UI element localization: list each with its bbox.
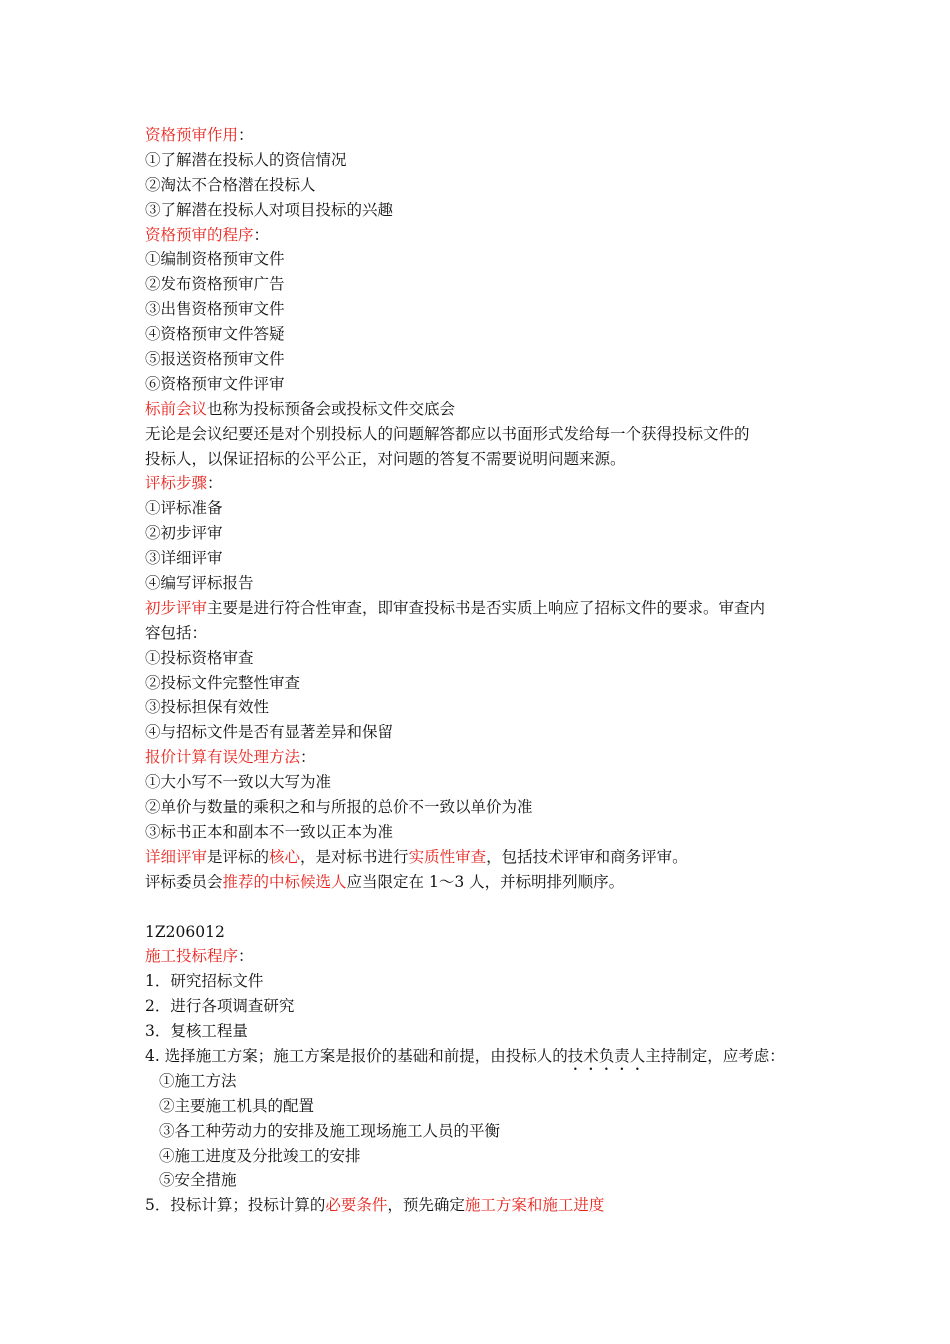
section-heading: 资格预审作用： xyxy=(145,126,254,144)
list-item: ②投标文件完整性审查 xyxy=(145,673,301,692)
step-item: 3．复核工程量 xyxy=(145,1022,248,1041)
sub-item: ③各工种劳动力的安排及施工现场施工人员的平衡 xyxy=(159,1121,501,1140)
list-item: ②单价与数量的乘积之和与所报的总价不一致以单价为准 xyxy=(145,798,533,817)
step-item: 2．进行各项调查研究 xyxy=(145,997,295,1016)
paragraph-line: 详细评审是评标的核心，是对标书进行实质性审查，包括技术评审和商务评审。 xyxy=(145,847,688,866)
list-item: ③投标担保有效性 xyxy=(145,698,270,717)
list-item: ④编写评标报告 xyxy=(145,574,254,593)
section-heading: 标前会议也称为投标预备会或投标文件交底会 xyxy=(145,399,456,418)
list-item: ⑤报送资格预审文件 xyxy=(145,350,285,369)
list-item: ③出售资格预审文件 xyxy=(145,300,285,319)
paragraph-line: 无论是会议纪要还是对个别投标人的问题解答都应以书面形式发给每一个获得投标文件的 xyxy=(145,424,750,443)
step-item: 5．投标计算；投标计算的必要条件，预先确定施工方案和施工进度 xyxy=(145,1196,605,1215)
section-code: 1Z206012 xyxy=(145,922,225,941)
section-heading: 资格预审的程序： xyxy=(145,225,270,244)
sub-item: ①施工方法 xyxy=(159,1071,237,1090)
section-heading: 报价计算有误处理方法： xyxy=(145,748,316,767)
paragraph-line: 评标委员会推荐的中标候选人应当限定在 1～3 人，并标明排列顺序。 xyxy=(145,872,625,891)
list-item: ③详细评审 xyxy=(145,549,223,568)
sub-item: ④施工进度及分批竣工的安排 xyxy=(159,1146,361,1165)
sub-item: ⑤安全措施 xyxy=(159,1171,237,1190)
sub-item: ②主要施工机具的配置 xyxy=(159,1096,315,1115)
step-item: 1．研究招标文件 xyxy=(145,972,264,991)
document-page xyxy=(145,123,815,1218)
section-heading: 施工投标程序： xyxy=(145,947,254,966)
list-item: ②发布资格预审广告 xyxy=(145,275,285,294)
emphasis-text: 技术负责人 xyxy=(567,1046,646,1065)
step-item: 4. 选择施工方案；施工方案是报价的基础和前提，由投标人的技术负责人主持制定，应考虑： xyxy=(145,1046,785,1065)
section-heading: 初步评审主要是进行符合性审查，即审查投标书是否实质上响应了招标文件的要求。审查内 xyxy=(145,598,766,617)
paragraph-line: 容包括： xyxy=(145,623,208,642)
list-item: ②淘汰不合格潜在投标人 xyxy=(145,175,316,194)
section-heading: 评标步骤： xyxy=(145,474,223,493)
paragraph-line: 投标人，以保证招标的公平公正，对问题的答复不需要说明问题来源。 xyxy=(145,449,626,468)
list-item: ①大小写不一致以大写为准 xyxy=(145,773,332,792)
list-item: ①了解潜在投标人的资信情况 xyxy=(145,150,347,169)
list-item: ③了解潜在投标人对项目投标的兴趣 xyxy=(145,200,394,219)
blank-line xyxy=(145,895,815,920)
list-item: ①编制资格预审文件 xyxy=(145,250,285,269)
list-item: ③标书正本和副本不一致以正本为准 xyxy=(145,822,394,841)
list-item: ④与招标文件是否有显著差异和保留 xyxy=(145,723,394,742)
list-item: ①投标资格审查 xyxy=(145,648,254,667)
list-item: ⑥资格预审文件评审 xyxy=(145,374,285,393)
list-item: ①评标准备 xyxy=(145,499,223,518)
list-item: ②初步评审 xyxy=(145,524,223,543)
list-item: ④资格预审文件答疑 xyxy=(145,325,285,344)
